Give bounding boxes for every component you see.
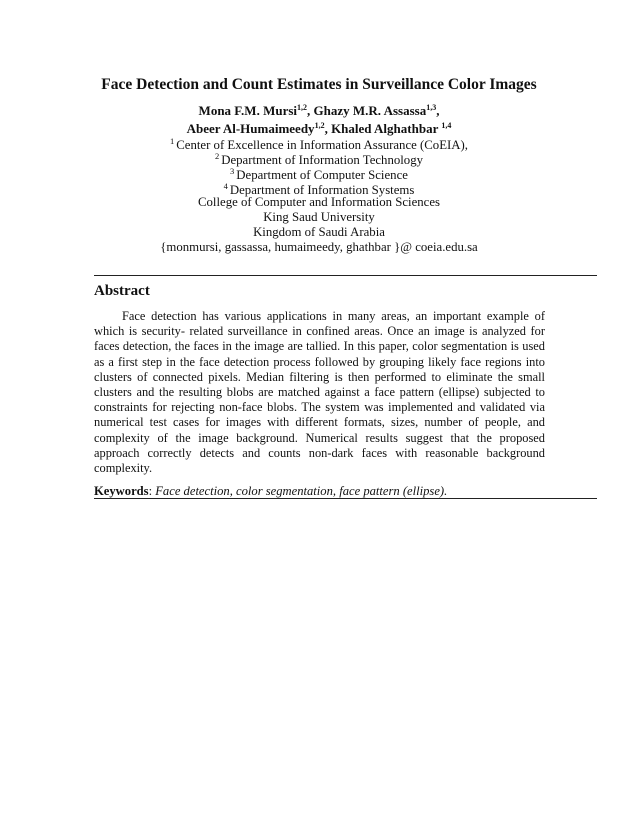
keywords-divider [94,498,597,499]
keywords: Keywords: Face detection, color segmentation, face pattern (ellipse). [94,484,448,498]
author-name: Mona F.M. Mursi [198,103,298,118]
abstract-heading: Abstract [94,283,150,299]
affiliation-3: $^3$ Department of Computer Science [230,166,408,182]
institution-college: College of Computer and Information Sciences [197,195,440,209]
abstract-body [94,309,545,476]
author-affil-sup: 1,4 [441,121,452,130]
author-affil-sup: 1,3 [426,103,437,112]
institution-country: Kingdom of Saudi Arabia [253,225,385,239]
author-name: Khaled Alghathbar [331,121,442,136]
affiliation-1: $^1$ Center of Excellence in Information Assurance (CoEIA), [170,136,468,152]
abstract-text: Face detection has various applications in many areas, an important example of which is security- related surveillance in confined areas. Once an image is analyzed for faces detection, the faces in the image are tallied. In this paper, color segmentation is used as a first step in the face detection process followed by grouping likely face regions into clusters of connected pixels. Median filtering is then performed to eliminate the small clusters and the resulting blobs are matched against a face pattern (ellipse) subjected to constraints for rejecting non-face blobs. The system was implemented and validated via numerical test cases for images with different formats, sizes, number of people, and complexity of the image background. Numerical results suggest that the proposed approach correctly detects and counts non-dark faces with reasonable background complexity. [94,309,545,476]
paper-title: Face Detection and Count Estimates in Surveillance Color Images [101,76,537,93]
keywords-text: Face detection, color segmentation, face pattern (ellipse). [155,484,448,498]
institution-university: King Saud University [263,210,375,224]
author-affil-sup: 1,2 [314,121,325,130]
author-name: Abeer Al-Humaimeedy [186,121,315,136]
affiliation-4: $^4$ Department of Information Systems [223,181,415,197]
author-affil-sup: 1,2 [297,103,308,112]
author-name: Ghazy M.R. Assassa [313,103,427,118]
affiliation-2: $^2$ Department of Information Technology [214,151,424,167]
author-emails: {monmursi, gassassa, humaimeedy, ghathbar }@ coeia.edu.sa [160,240,478,254]
author-line-1: Mona F.M. Mursi$^{1,2}$, Ghazy M.R. Assassa$^{1,3}$, [198,103,440,118]
author-line-2: Abeer Al-Humaimeedy$^{1,2}$, Khaled Alghathbar $^{1,4}$ [186,121,452,136]
keywords-label: Keywords [94,484,149,498]
header-divider [94,275,597,276]
